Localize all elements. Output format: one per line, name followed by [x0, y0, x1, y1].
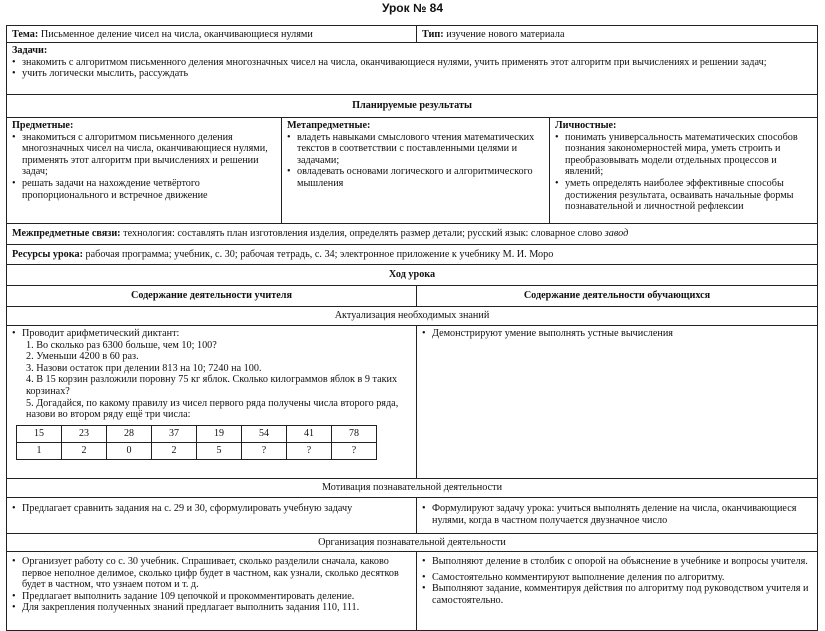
interdisciplinary-text: технология: составлять план изготовления изделия, определять размер детали; русский язык: словарное слово: [123, 228, 603, 239]
number-cell: 1: [17, 442, 62, 459]
student-item: • Выполняют деление в столбик с опорой на объяснение в учебнике и вопросы учителя.: [422, 556, 812, 568]
stage-content: [7, 498, 817, 534]
number-cell: 15: [17, 425, 62, 442]
resources-label: Ресурсы урока:: [12, 249, 83, 260]
number-cell: 23: [62, 425, 107, 442]
stage-title: Актуализация необходимых знаний: [7, 307, 817, 326]
number-cell: 37: [152, 425, 197, 442]
subject-item: • знакомиться с алгоритмом письменного деления многозначных чисел на числа, оканчивающиеся нулями, применять этот алгоритм при вычислениях и решении задач;: [12, 132, 276, 178]
dictation-task: 5. Догадайся, по какому правилу из чисел первого ряда получены числа второго ряда, назови во втором ряду ещё три числа:: [26, 397, 399, 421]
personal-item: • уметь определять наиболее эффективные способы достижения результата, осваивать начальные формы познавательной и личностной рефлексии: [555, 178, 812, 213]
dictation-task: 2. Уменьши 4200 в 60 раз.: [26, 351, 139, 363]
number-cell: 28: [107, 425, 152, 442]
tasks-row: [7, 43, 817, 95]
meta-results: [282, 118, 550, 223]
interdisciplinary-row: [7, 224, 817, 245]
dictation-task: 3. Назови остаток при делении 813 на 10; 7240 на 100.: [26, 362, 262, 374]
stage-content: [7, 326, 817, 479]
planned-results-title: Планируемые результаты: [7, 95, 817, 118]
student-item: • Формулируют задачу урока: учиться выполнять деление на числа, оканчивающиеся нулями, когда в частном получается двузначное число: [422, 503, 812, 526]
resources-row: [7, 245, 817, 265]
teacher-item: • Предлагает сравнить задания на с. 29 и 30, сформулировать учебную задачу: [12, 503, 411, 515]
student-activity: [417, 498, 817, 533]
subject-results: [7, 118, 282, 223]
meta-label: Метапредметные:: [287, 120, 371, 131]
task-item: • знакомить с алгоритмом письменного деления многозначных чисел на числа, оканчивающиеся нулями, учить применять этот алгоритм при вычислениях и решении задач;: [12, 57, 812, 69]
teacher-item: • Проводит арифметический диктант:: [12, 328, 411, 340]
number-cell: 41: [287, 425, 332, 442]
topic-label: Тема:: [12, 29, 39, 40]
planned-results-row: [7, 118, 817, 224]
type-cell: [417, 26, 817, 42]
number-cell: 78: [332, 425, 377, 442]
student-activity: [417, 326, 817, 478]
teacher-item: • Организует работу со с. 30 учебник. Спрашивает, сколько разделили сначала, каково первое неполное делимое, сколько цифр будет в частном, как узнали, сколько десятков будет в частном, что узнаем потом и т. д.: [12, 556, 411, 591]
teacher-item: • Предлагает выполнить задание 109 цепочкой и прокомментировать деление.: [12, 591, 411, 603]
personal-results: [550, 118, 817, 223]
number-cell: 5: [197, 442, 242, 459]
number-cell: 0: [107, 442, 152, 459]
meta-item: • овладевать основами логического и алгоритмического мышления: [287, 166, 544, 189]
interdisciplinary-label: Межпредметные связи:: [12, 228, 121, 239]
topic-cell: [7, 26, 417, 42]
dictation-task: 1. Во сколько раз 6300 больше, чем 10; 100?: [26, 339, 217, 351]
teacher-activity: [7, 552, 417, 630]
student-item: • Самостоятельно комментируют выполнение деления по алгоритму.: [422, 572, 812, 584]
number-cell: 54: [242, 425, 287, 442]
stage-content: [7, 552, 817, 630]
number-cell: 2: [152, 442, 197, 459]
tasks-list: [12, 57, 812, 80]
course-title: Ход урока: [7, 265, 817, 286]
teacher-activity: [7, 498, 417, 533]
type-value: изучение нового материала: [446, 29, 565, 40]
course-headers: [7, 286, 817, 307]
meta-item: • владеть навыками смыслового чтения математических текстов в соответствии с поставленными целями и задачами;: [287, 132, 544, 167]
dictation-task: 4. В 15 корзин разложили поровну 75 кг яблок. Сколько килограммов яблок в 9 таких корзинах?: [26, 374, 398, 397]
personal-label: Личностные:: [555, 120, 617, 131]
topic-value: Письменное деление чисел на числа, оканчивающиеся нулями: [40, 29, 313, 40]
number-cell: ?: [242, 442, 287, 459]
number-cell: ?: [287, 442, 332, 459]
student-item: • Демонстрируют умение выполнять устные вычисления: [422, 328, 812, 340]
dictation-tasks: [12, 340, 411, 421]
personal-item: • понимать универсальность математических способов познания закономерностей мира, уметь строить и преобразовывать модели отдельных процессов и явлений;: [555, 132, 812, 178]
teacher-header: Содержание деятельности учителя: [7, 286, 417, 306]
teacher-activity: [7, 326, 417, 478]
lesson-title: Урок № 84: [381, 1, 444, 15]
lesson-plan-table: [6, 25, 818, 631]
stage-title: Мотивация познавательной деятельности: [7, 479, 817, 498]
resources-text: рабочая программа; учебник, с. 30; рабочая тетрадь, с. 34; электронное приложение к учебнику М. И. Моро: [85, 249, 554, 260]
student-header: Содержание деятельности обучающихся: [523, 290, 711, 301]
type-label: Тип:: [422, 29, 444, 40]
subject-label: Предметные:: [12, 120, 74, 131]
number-cell: ?: [332, 442, 377, 459]
stage-title: Организация познавательной деятельности: [7, 534, 817, 552]
task-item: • учить логически мыслить, рассуждать: [12, 68, 812, 80]
student-activity: [417, 552, 817, 630]
topic-row: [7, 26, 817, 43]
number-cell: 19: [197, 425, 242, 442]
student-item: • Выполняют задание, комментируя действия по алгоритму под руководством учителя и самостоятельно.: [422, 583, 812, 606]
number-cell: 2: [62, 442, 107, 459]
number-table: [16, 425, 377, 460]
tasks-label: Задачи:: [12, 45, 48, 56]
teacher-item: • Для закрепления полученных знаний предлагает выполнить задания 110, 111.: [12, 602, 411, 614]
interdisciplinary-word: завод: [604, 228, 629, 239]
subject-item: • решать задачи на нахождение четвёртого пропорционального и встречное движение: [12, 178, 276, 201]
